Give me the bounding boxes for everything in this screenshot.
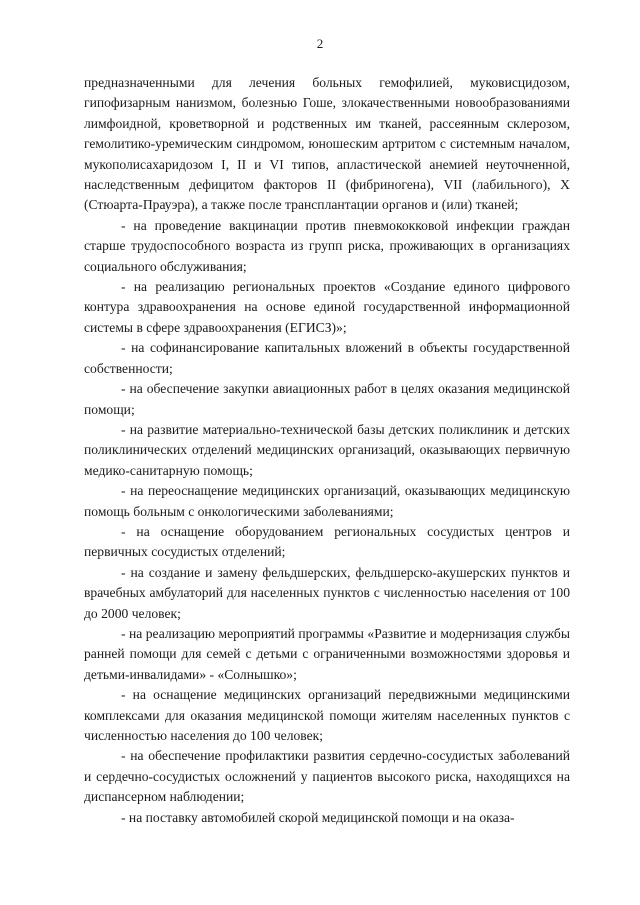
page-number: 2 bbox=[316, 36, 324, 51]
paragraph-vascular-centers: - на оснащение оборудованием региональных сосудистых центров и первичных сосудистых отделений; bbox=[84, 523, 570, 560]
paragraph-vaccination: - на проведение вакцинации против пневмококковой инфекции граждан старше трудоспособного возраста из групп риска, проживающих в организациях социального обслуживания; bbox=[84, 217, 570, 274]
paragraph-egisz: - на реализацию региональных проектов «Создание единого цифрового контура здравоохранения на основе единой государственной информационной системы в сфере здравоохранения (ЕГИСЗ)»; bbox=[84, 279, 570, 335]
paragraph-cardio-prevention: - на обеспечение профилактики развития сердечно-сосудистых заболеваний и сердечно-сосудистых осложнений у пациентов высокого риска, находящихся на диспансерном наблюдении; bbox=[84, 748, 570, 805]
paragraph-early-help: - на реализацию мероприятий программы «Развитие и модернизация службы ранней помощи для семей с детьми с ограниченными возможностями здоровья и детьми-инвалидами» - «Солнышко»; bbox=[84, 625, 570, 682]
paragraph-capital-investments: - на софинансирование капитальных вложений в объекты государственной собственности; bbox=[84, 340, 570, 376]
paragraph-aviation: - на обеспечение закупки авиационных работ в целях оказания медицинской помощи; bbox=[84, 381, 570, 417]
paragraph-ambulances: - на поставку автомобилей скорой медицинской помощи и на оказа- bbox=[121, 809, 515, 825]
paragraph-continuation: предназначенными для лечения больных гемофилией, муковисцидозом, гипофизарным нанизмом, болезнью Гоше, злокачественными новообразованиями лимфоидной, кроветворной и родственных им тканей, рассеянным склерозом, гемолитико-уремическим синдромом, юношеским артритом с системным началом, мукополисахаридозом I, II и VI типов, апластической анемией неуточненной, наследственным дефицитом факторов II (фибриногена), VII (лабильного), X (Стюарта-Прауэра), а также после трансплантации органов и (или) тканей; bbox=[84, 75, 570, 213]
paragraph-mobile-complexes: - на оснащение медицинских организаций передвижными медицинскими комплексами для оказания медицинской помощи жителям населенных пунктов с численностью населения до 100 человек; bbox=[84, 687, 570, 743]
paragraph-polyclinics: - на развитие материально-технической базы детских поликлиник и детских поликлинических отделений медицинских организаций, оказывающих первичную медико-санитарную помощь; bbox=[84, 421, 570, 478]
paragraph-oncology: - на переоснащение медицинских организаций, оказывающих медицинскую помощь больным с онкологическими заболеваниями; bbox=[84, 483, 570, 519]
paragraph-feldsher-points: - на создание и замену фельдшерских, фельдшерско-акушерских пунктов и врачебных амбулаторий для населенных пунктов с численностью населения от 100 до 2000 человек; bbox=[84, 564, 570, 621]
document-body bbox=[84, 73, 570, 828]
